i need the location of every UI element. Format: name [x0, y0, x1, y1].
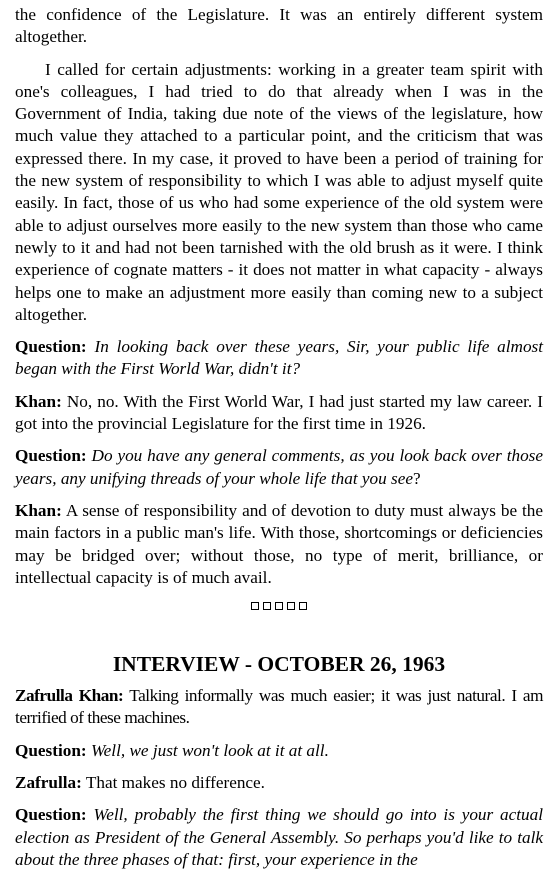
- question-mark: ?: [412, 468, 421, 488]
- question-paragraph: Question: Well, we just won't look at it at all.: [15, 740, 329, 760]
- speaker-label: Question: [15, 740, 81, 760]
- question-paragraph: Question: Do you have any general comments, as you look back over those years, any unifying threads of your whole life that you see?: [15, 446, 543, 488]
- answer-text: Talking informally was much easier; it was just natural. I am terrified of these machines.: [15, 686, 543, 728]
- square-icon: [263, 602, 271, 610]
- question-paragraph: Question: Well, probably the first thing we should go into is your actual election as President of the General Assembly. So perhaps you'd like to talk about the three phases of that: first, your experience in the: [15, 805, 543, 869]
- answer-text: That makes no difference.: [85, 773, 265, 793]
- document-page: [15, 4, 543, 881]
- paragraph-continuation: the confidence of the Legislature. It was an entirely different system altogether.: [15, 5, 543, 47]
- question-text: Well, probably the first thing we should go into is your actual election as President of the General Assembly. So perhaps you'd like to talk about the three phases of that: first, your experience in the: [15, 805, 543, 869]
- speaker-label: Question: [15, 337, 81, 357]
- answer-paragraph: Khan: No, no. With the First World War, I had just started my law career. I got into the provincial Legislature for the first time in 1926.: [15, 391, 544, 434]
- square-icon: [299, 602, 307, 610]
- question-text: Do you have any general comments, as you look back over those years, any unifying threads of your whole life that you see: [15, 446, 543, 488]
- answer-paragraph: Zafrulla Khan: Talking informally was much easier; it was just natural. I am terrified of these machines.: [15, 686, 543, 728]
- section-heading: INTERVIEW - OCTOBER 26, 1963: [112, 652, 446, 677]
- speaker-label: Zafrulla: [15, 773, 77, 793]
- speaker-label: Khan: [15, 500, 57, 520]
- square-icon: [287, 602, 295, 610]
- speaker-label: Question: [15, 446, 81, 466]
- speaker-label: Khan: [15, 391, 57, 411]
- square-icon: [251, 602, 259, 610]
- question-text: Well, we just won't look at it at all.: [90, 740, 329, 760]
- answer-paragraph: Khan: A sense of responsibility and of devotion to duty must always be the main factors in a public man's life. With those, shortcomings or deficiencies may be bridged over; without those, no type of merit, brilliance, or intellectual capacity is of much avail.: [15, 500, 543, 587]
- square-icon: [275, 602, 283, 610]
- answer-text: A sense of responsibility and of devotion to duty must always be the main factors in a public man's life. With those, shortcomings or deficiencies may be bridged over; without those, no type of merit, brilliance, or intellectual capacity is of much avail.: [15, 500, 543, 587]
- speaker-label: Zafrulla Khan: [15, 686, 119, 706]
- speaker-label: Question: [15, 805, 81, 825]
- section-separator: [15, 599, 543, 619]
- answer-paragraph: Zafrulla: That makes no difference.: [15, 773, 265, 793]
- question-text: In looking back over these years, Sir, your public life almost began with the First World War, didn't it?: [15, 337, 544, 379]
- question-paragraph: Question: In looking back over these years, Sir, your public life almost began with the First World War, didn't it?: [15, 337, 544, 379]
- answer-text: No, no. With the First World War, I had just started my law career. I got into the provincial Legislature for the first time in 1926.: [15, 391, 544, 434]
- paragraph-adjustments: I called for certain adjustments: working in a greater team spirit with one's colleagues, I had tried to do that already when I was in the Government of India, taking due note of the views of the legislature, how much value they attached to a particular point, and the criticism that was expressed there. In my case, it proved to have been a period of training for the new system of responsibility to which I was able to adjust myself quite easily. In fact, those of us who had some experience of the old system were able to adjust ourselves more easily to the new system than those who came newly to it and had not been tarnished with the old brush as it were. I think experience of cognate matters - it does not matter in what capacity - always helps one to make an adjustment more easily than coming new to a subject altogether.: [15, 59, 543, 324]
